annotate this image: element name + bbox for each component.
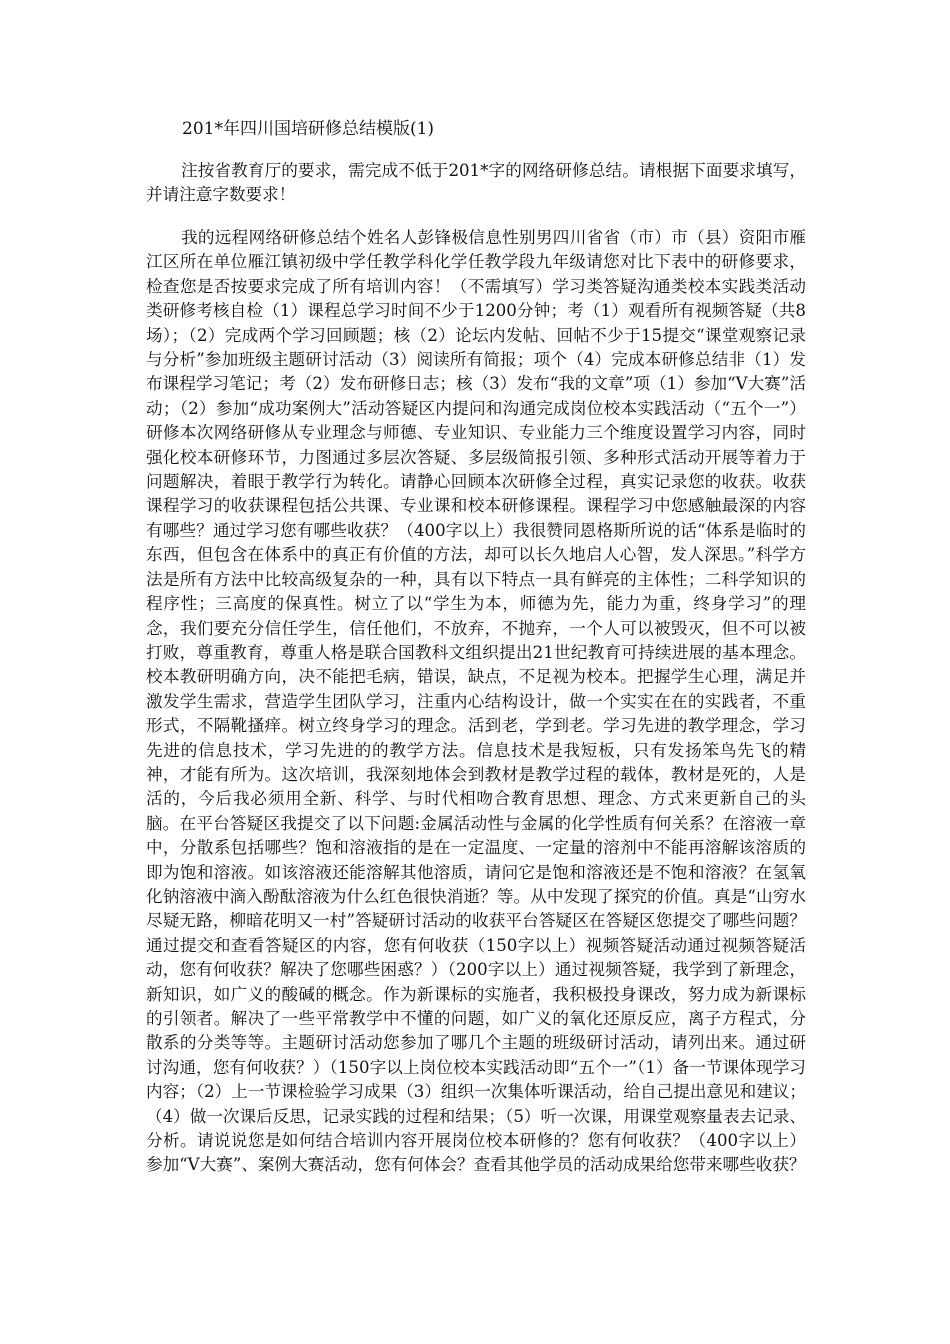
document-title: 201*年四川国培研修总结模版(1) (182, 119, 435, 139)
body-paragraph: 我的远程网络研修总结个姓名人彭锋极信息性别男四川省省（市）市（县）资阳市雁江区所在单位雁江镇初级中学任教学科化学任教学段九年级请您对比下表中的研修要求，检查您是否按要求完成了所有培训内容！（不需填写）学习类答疑沟通类校本实践类活动类研修考核自检（1）课程总学习时间不少于1200分钟；考（1）观看所有视频答疑（共8场）；（2）完成两个学习回顾题；核（2）论坛内发帖、回帖不少于15提交“课堂观察记录与分析”参加班级主题研讨活动（3）阅读所有简报；项个（4）完成本研修总结非（1）发布课程学习笔记；考（2）发布研修日志；核（3）发布“我的文章”项（1）参加“V大赛”活动；（2）参加“成功案例大”活动答疑区内提问和沟通完成岗位校本实践活动（“五个一”）研修本次网络研修从专业理念与师德、专业知识、专业能力三个维度设置学习内容，同时强化校本研修环节，力图通过多层次答疑、多层级简报引领、多种形式活动开展等着力于问题解决，着眼于教学行为转化。请静心回顾本次研修全过程，真实记录您的收获。收获课程学习的收获课程包括公共课、专业课和校本研修课程。课程学习中您感触最深的内容有哪些？通过学习您有哪些收获？（400字以上）我很赞同恩格斯所说的话“体系是临时的东西，但包含在体系中的真正有价值的方法，却可以长久地启人心智，发人深思。”科学方法是所有方法中比较高级复杂的一种，具有以下特点一具有鲜亮的主体性；二科学知识的程序性；三高度的保真性。树立了以“学生为本，师德为先，能力为重，终身学习”的理念，我们要充分信任学生，信任他们，不放弃，不抛弃，一个人可以被毁灭，但不可以被打败，尊重教育，尊重人格是联合国教科文组织提出21世纪教育可持续进展的基本理念。校本教研明确方向，决不能把毛病，错误，缺点，不足视为校本。把握学生心理，满足并激发学生需求，营造学生团队学习，注重内心结构设计，做一个实实在在的实践者，不重形式，不隔靴搔痒。树立终身学习的理念。活到老，学到老。学习先进的教学理念，学习先进的信息技术，学习先进的的教学方法。信息技术是我短板，只有发扬笨鸟先飞的精神，才能有所为。这次培训，我深刻地体会到教材是教学过程的载体，教材是死的，人是活的，今后我必须用全新、科学、与时代相吻合教育思想、理念、方式来更新自己的头脑。在平台答疑区我提交了以下问题:金属活动性与金属的化学性质有何关系？在溶液一章中，分散系包括哪些？饱和溶液指的是在一定温度、一定量的溶剂中不能再溶解该溶质的即为饱和溶液。如该溶液还能溶解其他溶质，请问它是饱和溶液还是不饱和溶液？在氢氧化钠溶液中滴入酚酞溶液为什么红色很快消逝？等。从中发现了探究的价值。真是“山穷水尽疑无路，柳暗花明又一村”答疑研讨活动的收获平台答疑区在答疑区您提交了哪些问题？通过提交和查看答疑区的内容，您有何收获（150字以上）视频答疑活动通过视频答疑活动，您有何收获？解决了您哪些困惑？）（200字以上）通过视频答疑，我学到了新理念，新知识，如广义的酸碱的概念。作为新课标的实施者，我积极投身课改，努力成为新课标的引领者。解决了一些平常教学中不懂的问题，如广义的氧化还原反应，离子方程式，分散系的分类等等。主题研讨活动您参加了哪几个主题的班级研讨活动，请列出来。通过研讨沟通，您有何收获？）（150字以上岗位校本实践活动即“五个一”（1）备一节课体现学习内容；（2）上一节课检验学习成果（3）组织一次集体听课活动，给自己提出意见和建议；（4）做一次课后反思，记录实践的过程和结果；（5）听一次课，用课堂观察量表去记录、分析。请说说您是如何结合培训内容开展岗位校本研修的？您有何收获？（400字以上）参加“V大赛”、案例大赛活动，您有何体会？查看其他学员的活动成果给您带来哪些收获？ (146, 228, 807, 1175)
intro-paragraph: 注按省教育厅的要求，需完成不低于201*字的网络研修总结。请根据下面要求填写，并请注意字数要求！ (146, 161, 806, 205)
